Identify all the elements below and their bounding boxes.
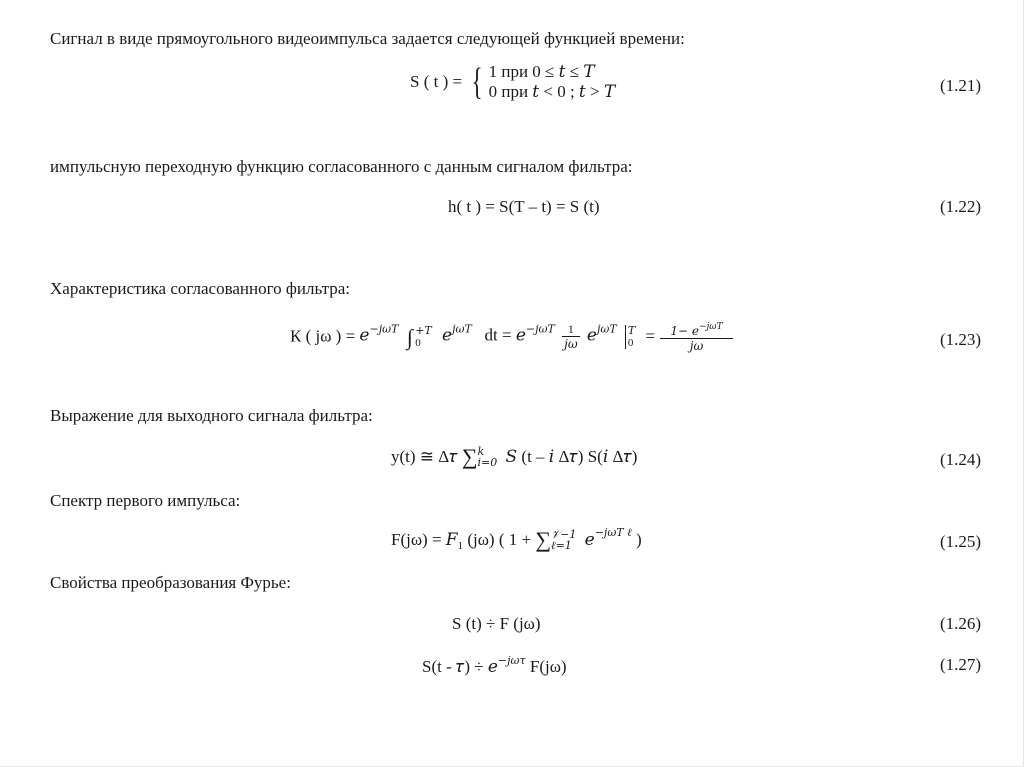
equation-1-23 [0, 318, 1024, 366]
eq-lhs: S(t - 𝜏) ÷ [422, 657, 484, 676]
exp-base: 𝑒 [586, 325, 597, 346]
exp-base: 𝑒 [359, 325, 370, 346]
eq-lhs: F(jω) = [391, 530, 442, 550]
sum-icon: ∑ [535, 527, 551, 552]
equals: = [645, 326, 656, 346]
equation-number: (1.27) [940, 655, 982, 674]
term-middle: (t – 𝑖 Δ𝜏) S( [517, 447, 603, 467]
lower-limit: 0 [627, 336, 634, 349]
evaluation-bar [625, 325, 635, 349]
f-subscript: 1 [457, 540, 464, 552]
equation-number: (1.22) [940, 197, 982, 216]
equation-1-27 [0, 654, 1024, 682]
piecewise [466, 62, 615, 102]
upper-limit: 𝑘 [477, 445, 485, 459]
left-brace-icon: { [471, 61, 483, 103]
paragraph-impulse-response: импульсную переходную функцию согласованного с данным сигналом фильтра: [50, 157, 633, 176]
sum-icon: ∑ [461, 444, 478, 469]
eq-lhs: S ( t ) = [410, 72, 463, 91]
exp-sup: 𝑗𝜔𝑇 [452, 322, 472, 336]
case-1: 1 при 0 ≤ 𝑡 ≤ 𝑇 [488, 62, 595, 81]
exp-base: 𝑒 [487, 657, 498, 677]
denominator: 𝑗𝜔 [660, 338, 732, 353]
exp-sup: 𝑗𝜔𝑇 [596, 322, 617, 336]
term-tail: Δ𝜏) [608, 447, 638, 467]
sum-limits [478, 446, 498, 468]
fraction-result [662, 320, 730, 353]
integral-limits [415, 325, 432, 349]
sum-limits [551, 529, 576, 551]
exp-sup: −𝑗𝜔𝜏 [497, 654, 526, 667]
equation-number: (1.26) [940, 614, 982, 633]
denominator: 𝑗𝜔 [564, 337, 578, 351]
formula-1-25 [391, 526, 642, 553]
equation-number: (1.23) [940, 330, 982, 349]
fraction-1-over-jw [562, 322, 580, 351]
equation-1-21 [0, 62, 1024, 106]
formula-1-26: S (t) ÷ F (jω) [452, 614, 541, 633]
integral-icon: ∫ [406, 324, 413, 350]
equation-1-22 [0, 197, 1024, 221]
lower-limit: 0 [415, 336, 421, 349]
exp-sup: −𝑗𝜔𝑇 [369, 322, 399, 336]
formula-1-23 [290, 320, 734, 353]
dt: dt = [484, 325, 512, 345]
s-symbol: 𝑆 [505, 447, 518, 468]
upper-limit: 𝑇 [627, 323, 636, 337]
numerator: 1 [567, 322, 574, 336]
equation-1-25 [0, 526, 1024, 558]
upper-limit: +𝑇 [415, 323, 432, 337]
lower-limit: ℓ=1 [551, 539, 572, 553]
term-tail: ) [631, 530, 642, 550]
paragraph-filter-characteristic: Характеристика согласованного фильтра: [50, 279, 351, 298]
lower-limit: 𝑖=0 [477, 456, 498, 470]
eq-lhs: y(t) ≅ Δ𝜏 [391, 447, 458, 467]
term-middle: (jω) ( 1 + [463, 530, 532, 550]
formula-1-21 [410, 62, 615, 102]
numerator [662, 320, 730, 338]
exp-base: 𝑒 [584, 530, 595, 551]
cases [489, 62, 616, 102]
paragraph-first-pulse-spectrum: Спектр первого импульса: [50, 491, 241, 510]
equation-number: (1.21) [940, 76, 982, 95]
numerator-sup: −𝑗𝜔𝑇 [698, 322, 723, 332]
paragraph-fourier-properties: Свойства преобразования Фурье: [50, 573, 291, 592]
exp-sup: −𝑗𝜔𝑇 ℓ [594, 526, 632, 539]
eq-lhs: К ( jω ) = [290, 326, 356, 346]
numerator-base: 1− 𝑒 [670, 324, 699, 338]
equation-number: (1.25) [940, 532, 982, 551]
formula-1-22: h( t ) = S(T – t) = S (t) [448, 197, 600, 216]
index-i: 𝑖 [602, 447, 609, 468]
formula-1-24 [391, 444, 637, 470]
equation-number: (1.24) [940, 450, 982, 469]
case-2: 0 при 𝑡 < 0 ; 𝑡 > 𝑇 [488, 82, 616, 101]
term-tail: F(jω) [525, 657, 567, 676]
f-symbol: 𝐹 [445, 530, 458, 551]
paragraph-output-signal: Выражение для выходного сигнала фильтра: [50, 406, 373, 425]
upper-limit: 𝒱−1 [551, 528, 577, 542]
equation-1-26 [0, 614, 1024, 638]
exp-base: 𝑒 [515, 325, 526, 346]
equation-1-24 [0, 444, 1024, 476]
formula-1-27 [422, 654, 567, 677]
exp-base: 𝑒 [442, 325, 453, 346]
exp-sup: −𝑗𝜔𝑇 [525, 322, 555, 336]
paragraph-signal-definition: Сигнал в виде прямоугольного видеоимпульса задается следующей функцией времени: [50, 29, 685, 48]
